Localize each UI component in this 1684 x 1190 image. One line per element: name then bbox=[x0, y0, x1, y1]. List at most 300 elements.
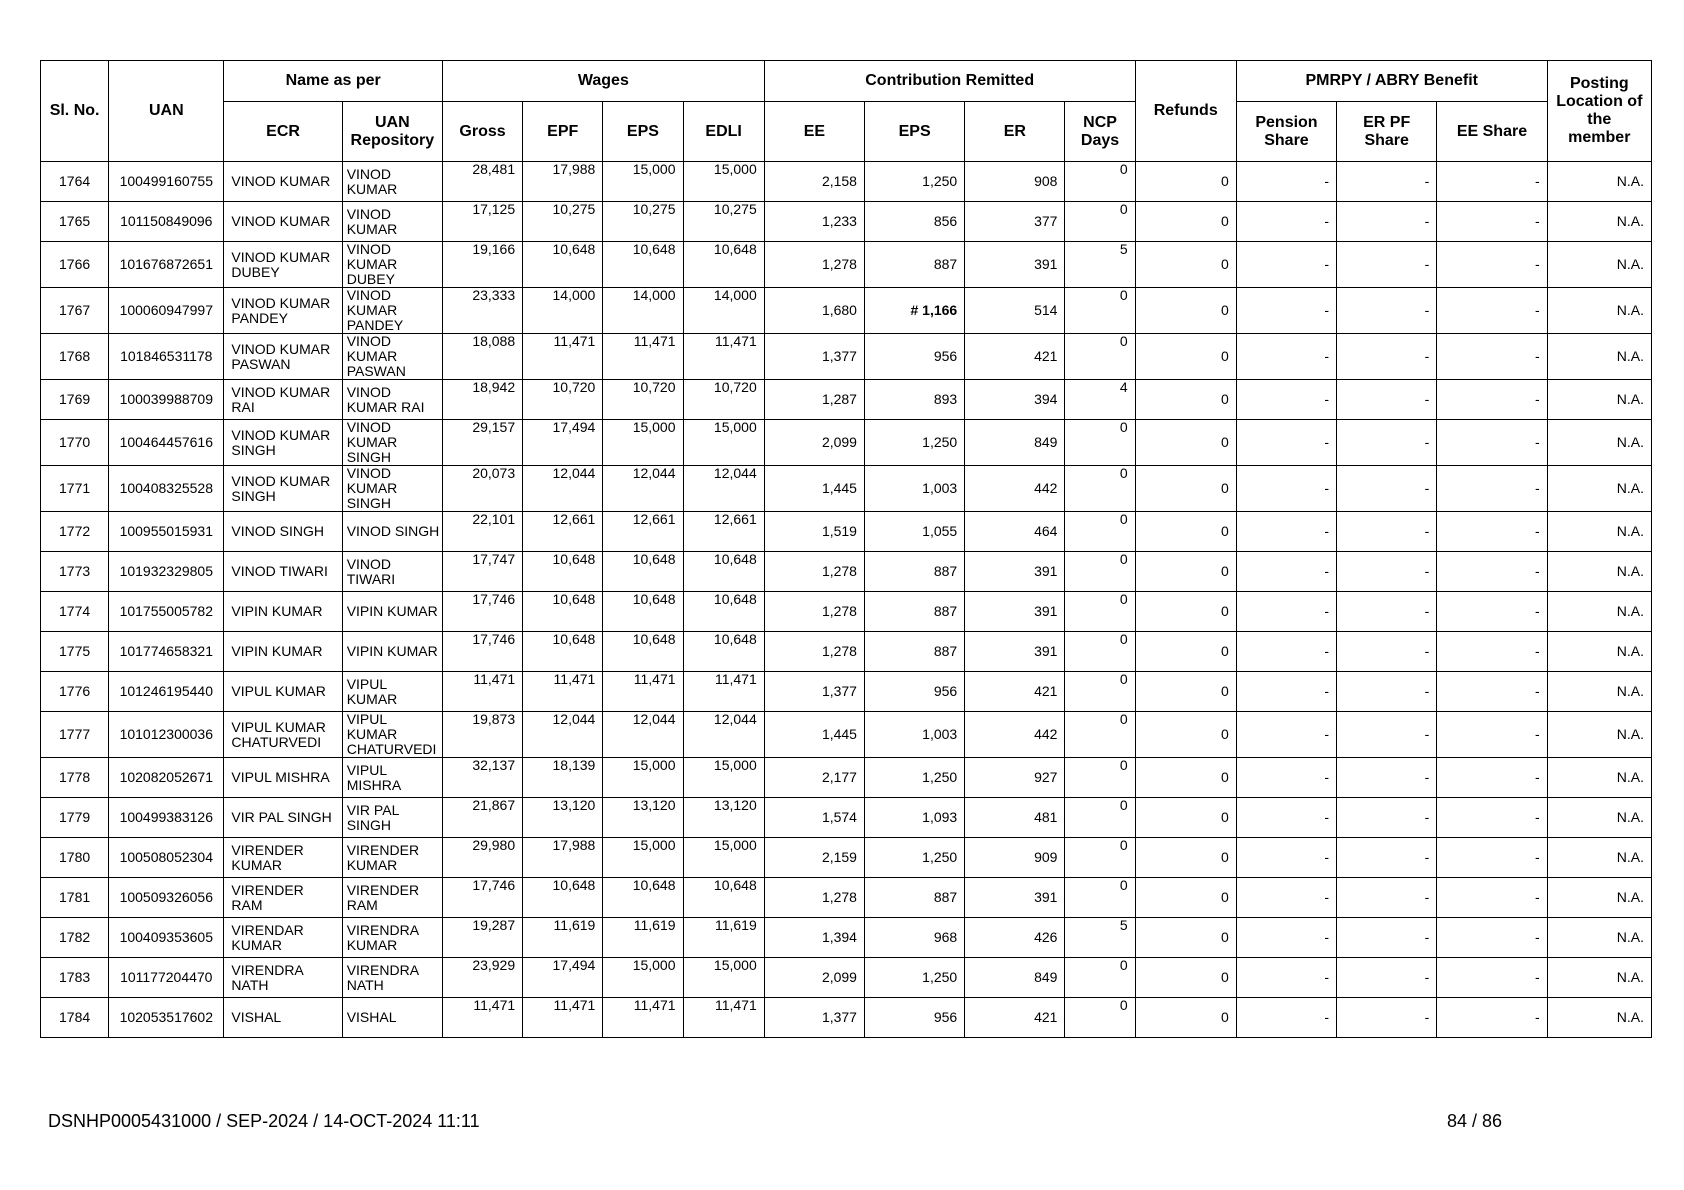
cell-edli: 10,648 bbox=[683, 592, 764, 632]
cell-eps-contribution: # 1,166 bbox=[864, 288, 964, 334]
cell-uan-repository-name: VINOD TIWARI bbox=[342, 552, 442, 592]
cell-er: 909 bbox=[965, 838, 1065, 878]
cell-gross: 19,873 bbox=[442, 712, 522, 758]
cell-pension-share: - bbox=[1236, 202, 1336, 242]
cell-uan: 101846531178 bbox=[109, 334, 224, 380]
cell-posting-location: N.A. bbox=[1547, 712, 1651, 758]
cell-refunds: 0 bbox=[1135, 420, 1236, 466]
cell-er-pf-share: - bbox=[1337, 242, 1437, 288]
cell-ee: 1,519 bbox=[764, 512, 864, 552]
cell-ee: 2,158 bbox=[764, 162, 864, 202]
cell-gross: 28,481 bbox=[442, 162, 522, 202]
cell-ecr-name: VINOD KUMAR SINGH bbox=[224, 466, 342, 512]
cell-eps-contribution: 968 bbox=[864, 918, 964, 958]
cell-posting-location: N.A. bbox=[1547, 288, 1651, 334]
cell-eps: 13,120 bbox=[603, 798, 683, 838]
cell-ecr-name: VINOD KUMAR PASWAN bbox=[224, 334, 342, 380]
cell-epf: 14,000 bbox=[523, 288, 603, 334]
cell-ee: 2,099 bbox=[764, 420, 864, 466]
cell-pension-share: - bbox=[1236, 242, 1336, 288]
cell-uan-repository-name: VIRENDRA NATH bbox=[342, 958, 442, 998]
cell-gross: 17,746 bbox=[442, 878, 522, 918]
ecr-contribution-table bbox=[40, 60, 1652, 1038]
cell-edli: 10,648 bbox=[683, 878, 764, 918]
cell-eps: 10,648 bbox=[603, 592, 683, 632]
cell-ee-share: - bbox=[1437, 918, 1547, 958]
cell-eps-contribution: 887 bbox=[864, 552, 964, 592]
cell-refunds: 0 bbox=[1135, 466, 1236, 512]
table-body bbox=[41, 162, 1652, 1038]
cell-sl-no: 1782 bbox=[41, 918, 109, 958]
cell-er: 442 bbox=[965, 466, 1065, 512]
cell-ecr-name: VINOD KUMAR RAI bbox=[224, 380, 342, 420]
table-row bbox=[41, 918, 1652, 958]
cell-eps-contribution: 1,003 bbox=[864, 466, 964, 512]
table-row bbox=[41, 162, 1652, 202]
cell-uan: 100039988709 bbox=[109, 380, 224, 420]
cell-sl-no: 1778 bbox=[41, 758, 109, 798]
cell-ee-share: - bbox=[1437, 838, 1547, 878]
cell-ee: 1,278 bbox=[764, 878, 864, 918]
header-pension-share: Pension Share bbox=[1236, 102, 1336, 162]
cell-ncp-days: 0 bbox=[1065, 798, 1135, 838]
cell-edli: 12,661 bbox=[683, 512, 764, 552]
cell-gross: 18,088 bbox=[442, 334, 522, 380]
cell-er-pf-share: - bbox=[1337, 798, 1437, 838]
cell-sl-no: 1775 bbox=[41, 632, 109, 672]
cell-ee-share: - bbox=[1437, 242, 1547, 288]
cell-posting-location: N.A. bbox=[1547, 552, 1651, 592]
cell-ee: 1,278 bbox=[764, 632, 864, 672]
cell-er: 481 bbox=[965, 798, 1065, 838]
header-ee-share: EE Share bbox=[1437, 102, 1547, 162]
cell-posting-location: N.A. bbox=[1547, 838, 1651, 878]
table-row bbox=[41, 334, 1652, 380]
cell-epf: 10,648 bbox=[523, 878, 603, 918]
table-row bbox=[41, 838, 1652, 878]
cell-posting-location: N.A. bbox=[1547, 162, 1651, 202]
cell-ee: 1,287 bbox=[764, 380, 864, 420]
cell-sl-no: 1771 bbox=[41, 466, 109, 512]
header-er: ER bbox=[965, 102, 1065, 162]
cell-sl-no: 1776 bbox=[41, 672, 109, 712]
cell-edli: 10,275 bbox=[683, 202, 764, 242]
cell-ee-share: - bbox=[1437, 998, 1547, 1038]
cell-uan: 100955015931 bbox=[109, 512, 224, 552]
cell-eps: 11,471 bbox=[603, 998, 683, 1038]
cell-gross: 29,157 bbox=[442, 420, 522, 466]
cell-gross: 20,073 bbox=[442, 466, 522, 512]
cell-refunds: 0 bbox=[1135, 798, 1236, 838]
cell-uan-repository-name: VIPUL KUMAR CHATURVEDI bbox=[342, 712, 442, 758]
cell-edli: 15,000 bbox=[683, 420, 764, 466]
cell-refunds: 0 bbox=[1135, 672, 1236, 712]
cell-ncp-days: 0 bbox=[1065, 838, 1135, 878]
table-row bbox=[41, 632, 1652, 672]
cell-eps: 11,619 bbox=[603, 918, 683, 958]
cell-ecr-name: VIR PAL SINGH bbox=[224, 798, 342, 838]
cell-ee: 1,377 bbox=[764, 998, 864, 1038]
table-row bbox=[41, 466, 1652, 512]
cell-epf: 11,619 bbox=[523, 918, 603, 958]
cell-pension-share: - bbox=[1236, 798, 1336, 838]
cell-eps-contribution: 1,250 bbox=[864, 758, 964, 798]
cell-edli: 10,648 bbox=[683, 632, 764, 672]
cell-ee: 1,377 bbox=[764, 672, 864, 712]
document-id: DSNHP0005431000 / SEP-2024 / 14-OCT-2024 11:11 bbox=[48, 1111, 480, 1131]
header-wages: Wages bbox=[442, 61, 764, 102]
cell-refunds: 0 bbox=[1135, 162, 1236, 202]
header-edli: EDLI bbox=[683, 102, 764, 162]
cell-ecr-name: VINOD SINGH bbox=[224, 512, 342, 552]
cell-eps-contribution: 893 bbox=[864, 380, 964, 420]
cell-sl-no: 1766 bbox=[41, 242, 109, 288]
cell-uan-repository-name: VINOD SINGH bbox=[342, 512, 442, 552]
header-refunds: Refunds bbox=[1135, 61, 1236, 162]
cell-ee: 1,233 bbox=[764, 202, 864, 242]
cell-uan: 100409353605 bbox=[109, 918, 224, 958]
cell-er-pf-share: - bbox=[1337, 466, 1437, 512]
cell-ncp-days: 0 bbox=[1065, 552, 1135, 592]
table-row bbox=[41, 380, 1652, 420]
cell-ee-share: - bbox=[1437, 592, 1547, 632]
cell-epf: 12,661 bbox=[523, 512, 603, 552]
cell-er-pf-share: - bbox=[1337, 202, 1437, 242]
cell-ecr-name: VIPIN KUMAR bbox=[224, 632, 342, 672]
cell-refunds: 0 bbox=[1135, 838, 1236, 878]
cell-refunds: 0 bbox=[1135, 712, 1236, 758]
cell-eps: 14,000 bbox=[603, 288, 683, 334]
table-row bbox=[41, 202, 1652, 242]
cell-posting-location: N.A. bbox=[1547, 798, 1651, 838]
header-uan: UAN bbox=[109, 61, 224, 162]
cell-pension-share: - bbox=[1236, 592, 1336, 632]
cell-ncp-days: 0 bbox=[1065, 420, 1135, 466]
cell-uan-repository-name: VINOD KUMAR SINGH bbox=[342, 466, 442, 512]
cell-refunds: 0 bbox=[1135, 758, 1236, 798]
cell-uan-repository-name: VIR PAL SINGH bbox=[342, 798, 442, 838]
header-epf: EPF bbox=[523, 102, 603, 162]
header-sl-no: Sl. No. bbox=[41, 61, 109, 162]
cell-er-pf-share: - bbox=[1337, 552, 1437, 592]
cell-sl-no: 1773 bbox=[41, 552, 109, 592]
cell-eps-contribution: 856 bbox=[864, 202, 964, 242]
cell-uan-repository-name: VIPIN KUMAR bbox=[342, 592, 442, 632]
cell-eps: 15,000 bbox=[603, 958, 683, 998]
cell-ecr-name: VINOD KUMAR bbox=[224, 202, 342, 242]
cell-gross: 17,746 bbox=[442, 632, 522, 672]
cell-ee: 1,278 bbox=[764, 242, 864, 288]
cell-eps-contribution: 887 bbox=[864, 592, 964, 632]
cell-epf: 10,720 bbox=[523, 380, 603, 420]
cell-uan: 101774658321 bbox=[109, 632, 224, 672]
cell-ecr-name: VIRENDER KUMAR bbox=[224, 838, 342, 878]
cell-er-pf-share: - bbox=[1337, 758, 1437, 798]
cell-pension-share: - bbox=[1236, 958, 1336, 998]
cell-uan-repository-name: VIRENDRA KUMAR bbox=[342, 918, 442, 958]
cell-ee: 1,680 bbox=[764, 288, 864, 334]
cell-refunds: 0 bbox=[1135, 552, 1236, 592]
cell-eps: 10,720 bbox=[603, 380, 683, 420]
cell-eps-contribution: 1,003 bbox=[864, 712, 964, 758]
cell-eps-contribution: 1,250 bbox=[864, 958, 964, 998]
cell-posting-location: N.A. bbox=[1547, 998, 1651, 1038]
cell-gross: 32,137 bbox=[442, 758, 522, 798]
cell-edli: 15,000 bbox=[683, 758, 764, 798]
cell-uan: 102053517602 bbox=[109, 998, 224, 1038]
table-row bbox=[41, 758, 1652, 798]
cell-uan-repository-name: VINOD KUMAR DUBEY bbox=[342, 242, 442, 288]
cell-sl-no: 1765 bbox=[41, 202, 109, 242]
cell-posting-location: N.A. bbox=[1547, 512, 1651, 552]
header-gross: Gross bbox=[442, 102, 522, 162]
cell-pension-share: - bbox=[1236, 918, 1336, 958]
cell-eps: 15,000 bbox=[603, 758, 683, 798]
cell-ncp-days: 0 bbox=[1065, 162, 1135, 202]
cell-uan-repository-name: VIRENDER KUMAR bbox=[342, 838, 442, 878]
cell-pension-share: - bbox=[1236, 288, 1336, 334]
cell-ee-share: - bbox=[1437, 202, 1547, 242]
cell-ee: 2,177 bbox=[764, 758, 864, 798]
cell-sl-no: 1772 bbox=[41, 512, 109, 552]
cell-pension-share: - bbox=[1236, 672, 1336, 712]
cell-refunds: 0 bbox=[1135, 878, 1236, 918]
cell-er-pf-share: - bbox=[1337, 998, 1437, 1038]
cell-edli: 11,619 bbox=[683, 918, 764, 958]
cell-posting-location: N.A. bbox=[1547, 758, 1651, 798]
cell-er: 514 bbox=[965, 288, 1065, 334]
cell-gross: 11,471 bbox=[442, 672, 522, 712]
cell-eps-contribution: 887 bbox=[864, 242, 964, 288]
cell-ee: 1,445 bbox=[764, 466, 864, 512]
cell-ncp-days: 0 bbox=[1065, 758, 1135, 798]
cell-uan-repository-name: VIRENDER RAM bbox=[342, 878, 442, 918]
cell-ecr-name: VINOD KUMAR SINGH bbox=[224, 420, 342, 466]
cell-refunds: 0 bbox=[1135, 592, 1236, 632]
cell-uan: 100464457616 bbox=[109, 420, 224, 466]
cell-posting-location: N.A. bbox=[1547, 592, 1651, 632]
cell-epf: 17,494 bbox=[523, 958, 603, 998]
cell-eps-contribution: 956 bbox=[864, 998, 964, 1038]
table-row bbox=[41, 592, 1652, 632]
cell-pension-share: - bbox=[1236, 162, 1336, 202]
cell-er: 391 bbox=[965, 632, 1065, 672]
cell-er-pf-share: - bbox=[1337, 380, 1437, 420]
cell-ecr-name: VINOD KUMAR DUBEY bbox=[224, 242, 342, 288]
cell-eps: 10,648 bbox=[603, 632, 683, 672]
cell-er: 421 bbox=[965, 672, 1065, 712]
cell-posting-location: N.A. bbox=[1547, 242, 1651, 288]
cell-sl-no: 1769 bbox=[41, 380, 109, 420]
cell-uan-repository-name: VIPUL KUMAR bbox=[342, 672, 442, 712]
cell-posting-location: N.A. bbox=[1547, 202, 1651, 242]
cell-edli: 10,648 bbox=[683, 552, 764, 592]
cell-uan: 100060947997 bbox=[109, 288, 224, 334]
header-eps-contribution: EPS bbox=[864, 102, 964, 162]
cell-er: 464 bbox=[965, 512, 1065, 552]
cell-epf: 11,471 bbox=[523, 998, 603, 1038]
cell-eps-contribution: 1,250 bbox=[864, 838, 964, 878]
cell-sl-no: 1784 bbox=[41, 998, 109, 1038]
cell-er-pf-share: - bbox=[1337, 334, 1437, 380]
cell-epf: 11,471 bbox=[523, 672, 603, 712]
cell-refunds: 0 bbox=[1135, 958, 1236, 998]
cell-posting-location: N.A. bbox=[1547, 958, 1651, 998]
cell-eps-contribution: 887 bbox=[864, 632, 964, 672]
cell-refunds: 0 bbox=[1135, 202, 1236, 242]
table-row bbox=[41, 512, 1652, 552]
cell-edli: 12,044 bbox=[683, 712, 764, 758]
cell-er-pf-share: - bbox=[1337, 712, 1437, 758]
cell-pension-share: - bbox=[1236, 466, 1336, 512]
cell-ee: 1,377 bbox=[764, 334, 864, 380]
cell-posting-location: N.A. bbox=[1547, 380, 1651, 420]
cell-epf: 10,648 bbox=[523, 552, 603, 592]
cell-ncp-days: 0 bbox=[1065, 958, 1135, 998]
cell-ee: 1,445 bbox=[764, 712, 864, 758]
cell-posting-location: N.A. bbox=[1547, 918, 1651, 958]
header-er-pf-share: ER PF Share bbox=[1337, 102, 1437, 162]
table-row bbox=[41, 552, 1652, 592]
cell-ncp-days: 5 bbox=[1065, 242, 1135, 288]
cell-gross: 23,333 bbox=[442, 288, 522, 334]
cell-epf: 12,044 bbox=[523, 712, 603, 758]
cell-uan: 101177204470 bbox=[109, 958, 224, 998]
cell-gross: 17,746 bbox=[442, 592, 522, 632]
cell-eps-contribution: 887 bbox=[864, 878, 964, 918]
cell-epf: 17,494 bbox=[523, 420, 603, 466]
cell-ee: 1,394 bbox=[764, 918, 864, 958]
cell-ncp-days: 0 bbox=[1065, 466, 1135, 512]
cell-uan-repository-name: VINOD KUMAR PASWAN bbox=[342, 334, 442, 380]
table-row bbox=[41, 420, 1652, 466]
cell-ecr-name: VINOD KUMAR PANDEY bbox=[224, 288, 342, 334]
cell-er: 426 bbox=[965, 918, 1065, 958]
cell-er: 391 bbox=[965, 552, 1065, 592]
cell-ncp-days: 0 bbox=[1065, 672, 1135, 712]
cell-er: 442 bbox=[965, 712, 1065, 758]
cell-eps: 12,044 bbox=[603, 712, 683, 758]
header-eps: EPS bbox=[603, 102, 683, 162]
cell-sl-no: 1774 bbox=[41, 592, 109, 632]
cell-uan: 101932329805 bbox=[109, 552, 224, 592]
cell-epf: 11,471 bbox=[523, 334, 603, 380]
cell-posting-location: N.A. bbox=[1547, 466, 1651, 512]
cell-uan-repository-name: VISHAL bbox=[342, 998, 442, 1038]
table-row bbox=[41, 712, 1652, 758]
cell-ncp-days: 0 bbox=[1065, 288, 1135, 334]
cell-ee: 2,159 bbox=[764, 838, 864, 878]
cell-uan: 100508052304 bbox=[109, 838, 224, 878]
cell-uan-repository-name: VIPIN KUMAR bbox=[342, 632, 442, 672]
cell-refunds: 0 bbox=[1135, 334, 1236, 380]
cell-ncp-days: 5 bbox=[1065, 918, 1135, 958]
cell-epf: 12,044 bbox=[523, 466, 603, 512]
cell-er-pf-share: - bbox=[1337, 918, 1437, 958]
cell-edli: 10,720 bbox=[683, 380, 764, 420]
cell-gross: 17,125 bbox=[442, 202, 522, 242]
cell-eps: 15,000 bbox=[603, 162, 683, 202]
cell-pension-share: - bbox=[1236, 712, 1336, 758]
cell-er: 391 bbox=[965, 242, 1065, 288]
cell-gross: 23,929 bbox=[442, 958, 522, 998]
cell-posting-location: N.A. bbox=[1547, 632, 1651, 672]
cell-gross: 17,747 bbox=[442, 552, 522, 592]
cell-ecr-name: VINOD TIWARI bbox=[224, 552, 342, 592]
cell-ee-share: - bbox=[1437, 878, 1547, 918]
header-posting-location: Posting Location of the member bbox=[1547, 61, 1651, 162]
cell-er: 394 bbox=[965, 380, 1065, 420]
header-uan-repository: UAN Repository bbox=[342, 102, 442, 162]
cell-er-pf-share: - bbox=[1337, 632, 1437, 672]
table-row bbox=[41, 878, 1652, 918]
cell-ncp-days: 0 bbox=[1065, 334, 1135, 380]
cell-er-pf-share: - bbox=[1337, 672, 1437, 712]
cell-ee-share: - bbox=[1437, 552, 1547, 592]
cell-refunds: 0 bbox=[1135, 288, 1236, 334]
table-row bbox=[41, 998, 1652, 1038]
cell-pension-share: - bbox=[1236, 420, 1336, 466]
cell-ee-share: - bbox=[1437, 380, 1547, 420]
cell-ncp-days: 0 bbox=[1065, 202, 1135, 242]
cell-sl-no: 1767 bbox=[41, 288, 109, 334]
cell-edli: 13,120 bbox=[683, 798, 764, 838]
cell-sl-no: 1770 bbox=[41, 420, 109, 466]
cell-edli: 14,000 bbox=[683, 288, 764, 334]
cell-er: 927 bbox=[965, 758, 1065, 798]
cell-posting-location: N.A. bbox=[1547, 334, 1651, 380]
cell-ee-share: - bbox=[1437, 958, 1547, 998]
cell-gross: 21,867 bbox=[442, 798, 522, 838]
cell-ecr-name: VIPIN KUMAR bbox=[224, 592, 342, 632]
cell-pension-share: - bbox=[1236, 334, 1336, 380]
cell-ecr-name: VIPUL KUMAR CHATURVEDI bbox=[224, 712, 342, 758]
cell-uan-repository-name: VINOD KUMAR PANDEY bbox=[342, 288, 442, 334]
cell-gross: 22,101 bbox=[442, 512, 522, 552]
cell-er-pf-share: - bbox=[1337, 288, 1437, 334]
cell-gross: 19,287 bbox=[442, 918, 522, 958]
cell-er: 421 bbox=[965, 998, 1065, 1038]
cell-er-pf-share: - bbox=[1337, 592, 1437, 632]
cell-er: 849 bbox=[965, 420, 1065, 466]
cell-eps: 12,044 bbox=[603, 466, 683, 512]
cell-uan: 100509326056 bbox=[109, 878, 224, 918]
cell-pension-share: - bbox=[1236, 512, 1336, 552]
cell-sl-no: 1768 bbox=[41, 334, 109, 380]
cell-uan: 101676872651 bbox=[109, 242, 224, 288]
cell-eps: 10,648 bbox=[603, 242, 683, 288]
cell-ee-share: - bbox=[1437, 420, 1547, 466]
cell-eps: 10,275 bbox=[603, 202, 683, 242]
cell-ee-share: - bbox=[1437, 512, 1547, 552]
header-ee: EE bbox=[764, 102, 864, 162]
cell-eps: 10,648 bbox=[603, 878, 683, 918]
cell-edli: 10,648 bbox=[683, 242, 764, 288]
cell-er-pf-share: - bbox=[1337, 878, 1437, 918]
cell-refunds: 0 bbox=[1135, 512, 1236, 552]
table-row bbox=[41, 672, 1652, 712]
cell-uan: 101755005782 bbox=[109, 592, 224, 632]
cell-ncp-days: 0 bbox=[1065, 878, 1135, 918]
cell-pension-share: - bbox=[1236, 838, 1336, 878]
cell-edli: 15,000 bbox=[683, 162, 764, 202]
cell-ncp-days: 0 bbox=[1065, 998, 1135, 1038]
cell-eps-contribution: 1,250 bbox=[864, 420, 964, 466]
cell-epf: 17,988 bbox=[523, 838, 603, 878]
cell-ecr-name: VIRENDRA NATH bbox=[224, 958, 342, 998]
cell-uan: 101246195440 bbox=[109, 672, 224, 712]
cell-sl-no: 1779 bbox=[41, 798, 109, 838]
